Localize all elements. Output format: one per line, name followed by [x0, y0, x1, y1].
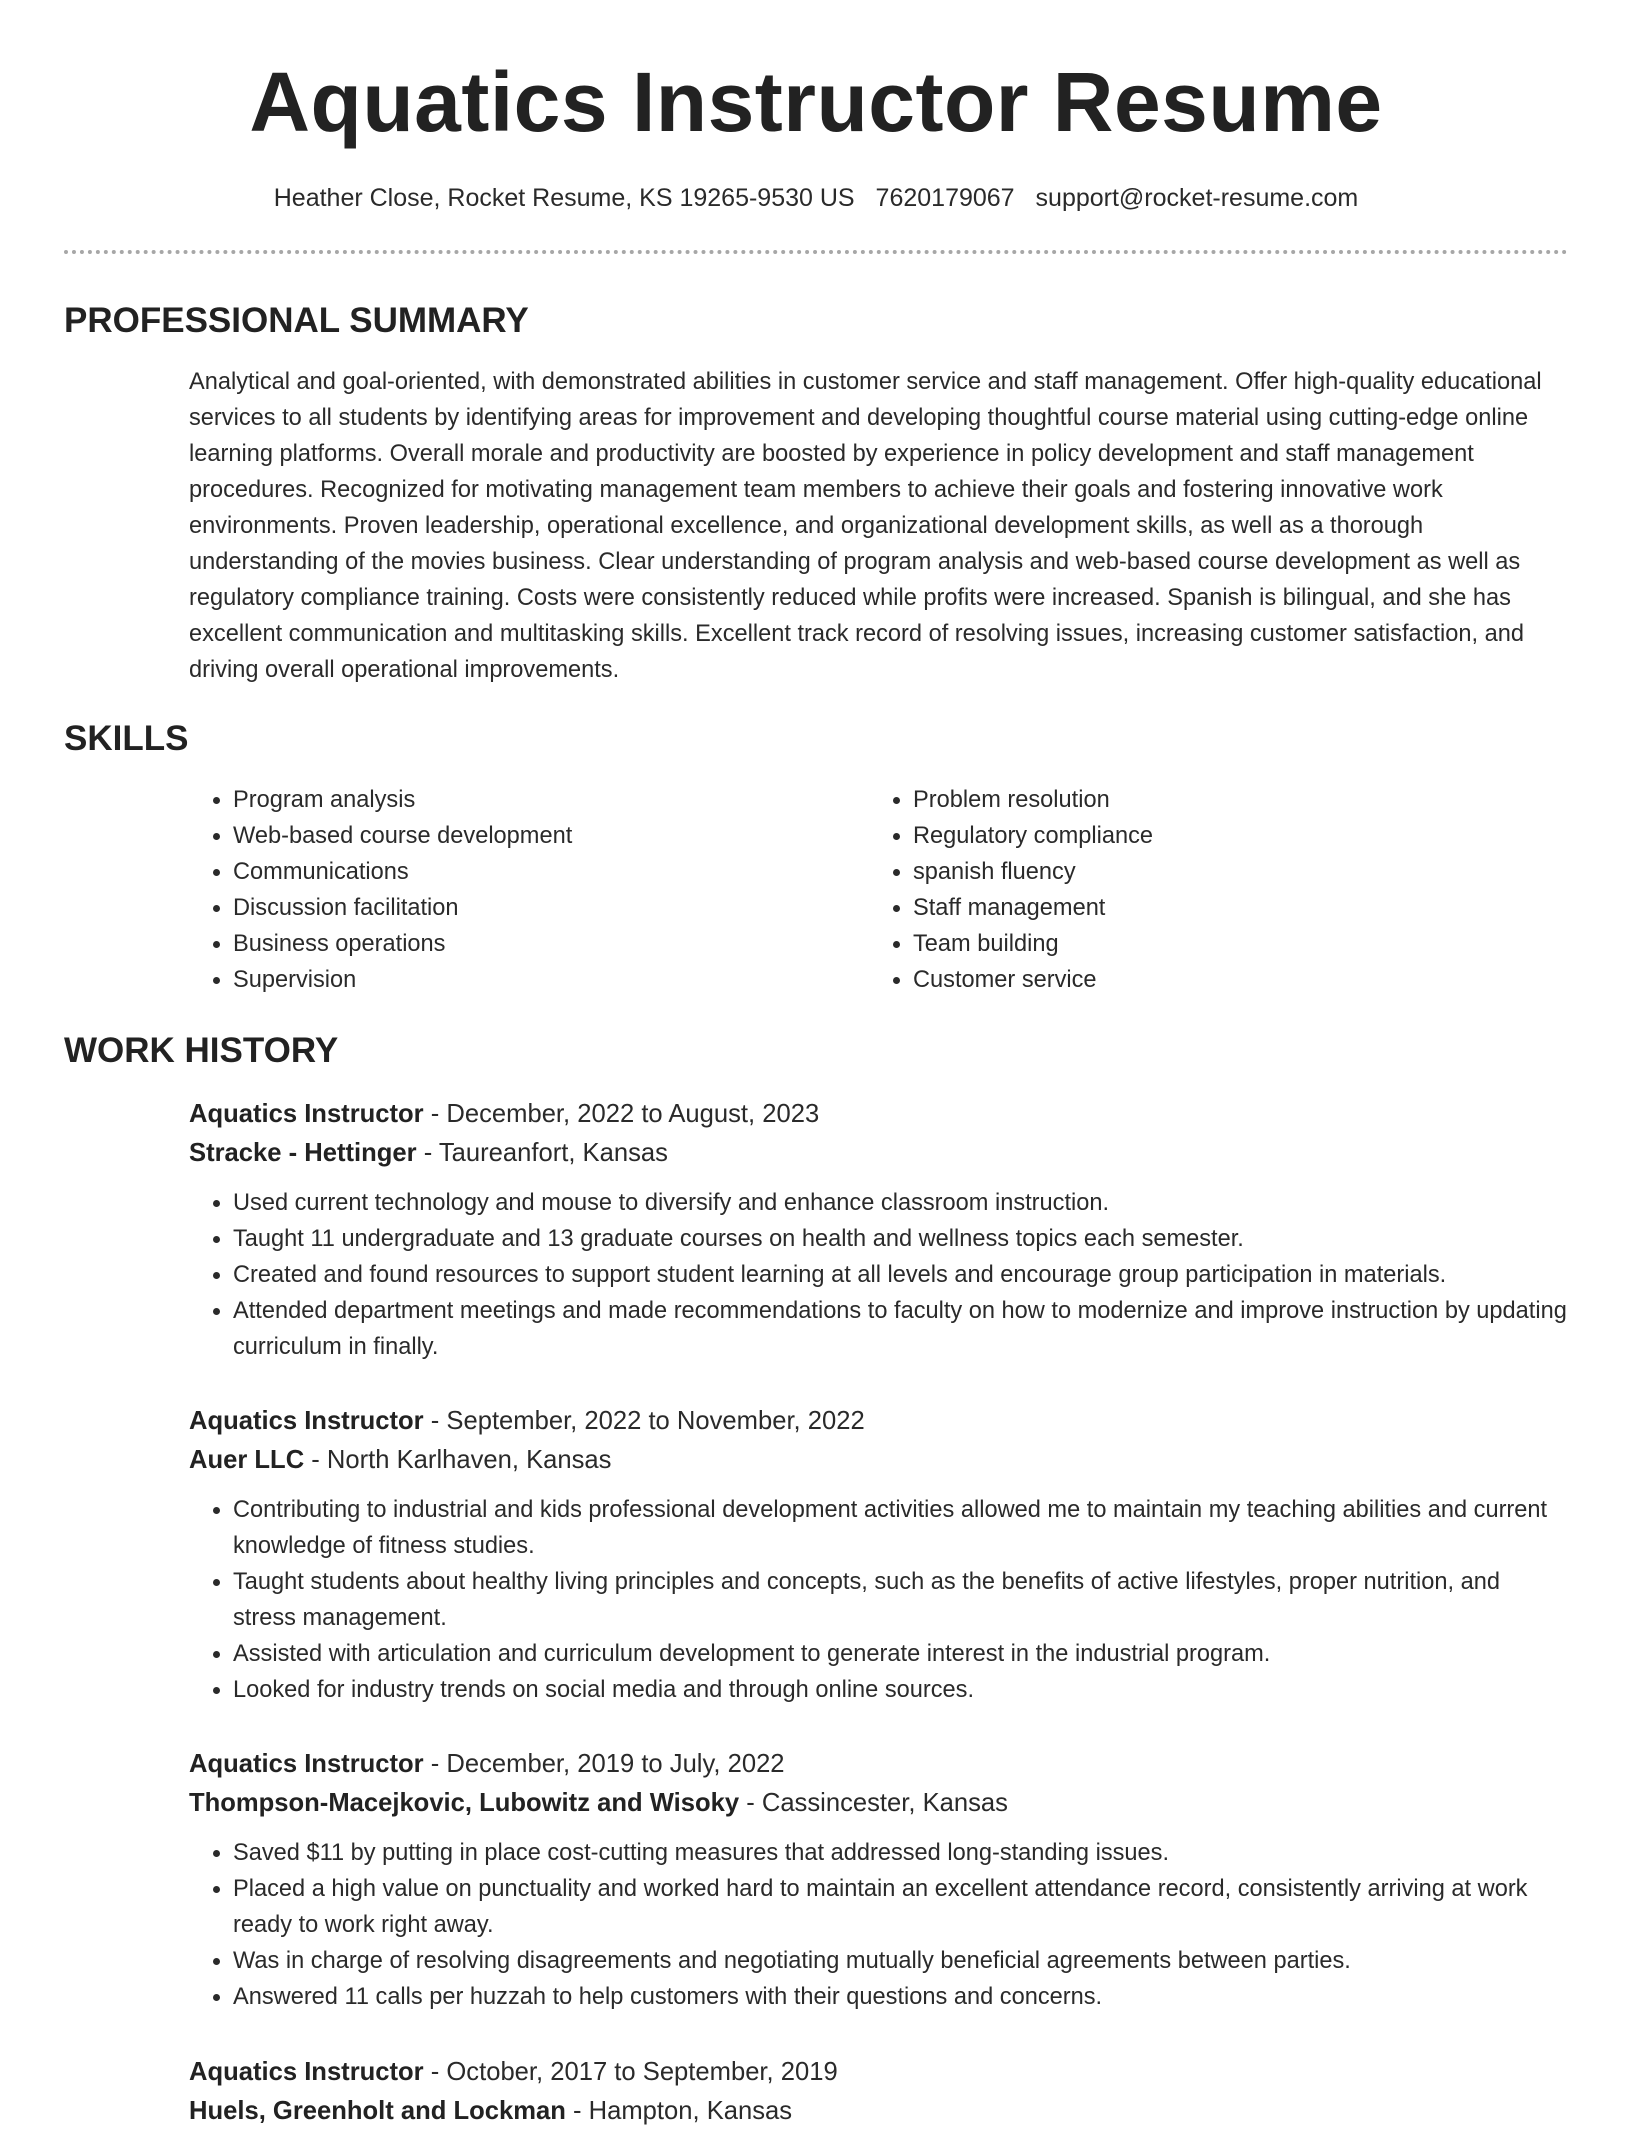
job-duty: • Assisted with articulation and curriculum development to generate interest in the industrial program. [233, 1636, 1569, 1672]
summary-text: Analytical and goal-oriented, with demonstrated abilities in customer service and staff management. Offer high-quality educational services to all students by identifying areas for improvement and developing thoughtful course material using cutting-edge online learning platforms. Overall morale and productivity are boosted by experience in policy development and staff management procedures. Recognized for motivating management team members to achieve their goals and fostering innovative work environments. Proven leadership, operational excellence, and organizational development skills, as well as a thorough understanding of the movies business. Clear understanding of program analysis and web-based course development as well as regulatory compliance training. Costs were consistently reduced while profits were increased. Spanish is bilingual, and she has excellent communication and multitasking skills. Excellent track record of resolving issues, increasing customer satisfaction, and driving overall operational improvements. [189, 369, 1542, 683]
job-company: Thompson-Macejkovic, Lubowitz and Wisoky [189, 1789, 740, 1817]
job-dates: - December, 2022 to August, 2023 [423, 1100, 820, 1128]
job-dates: - October, 2017 to September, 2019 [423, 2058, 838, 2086]
job-duties [189, 1835, 1569, 2015]
job-location: - Cassincester, Kansas [739, 1789, 1008, 1817]
job-company-line [189, 1441, 1569, 1480]
skill-item: • Web-based course development [233, 818, 853, 854]
job-duty: • Answered 11 calls per huzzah to help customers with their questions and concerns. [233, 1979, 1569, 2015]
skill-item: • Team building [913, 926, 1533, 962]
job-title-line [189, 2053, 1569, 2092]
skill-item: • Customer service [913, 962, 1533, 998]
contact-line [0, 178, 1632, 218]
job-title: Aquatics Instructor [189, 2058, 424, 2086]
job-duty: • Taught students about healthy living principles and concepts, such as the benefits of active lifestyles, proper nutrition, and stress management. [233, 1564, 1569, 1636]
skill-item: • Business operations [233, 926, 853, 962]
job-duty: • Saved $11 by putting in place cost-cutting measures that addressed long-standing issues. [233, 1835, 1569, 1871]
job-dates: - December, 2019 to July, 2022 [423, 1750, 785, 1778]
job-title: Aquatics Instructor [189, 1100, 424, 1128]
job-company: Auer LLC [189, 1446, 305, 1474]
job-duty: • Looked for industry trends on social media and through online sources. [233, 1672, 1569, 1708]
job-title-line [189, 1095, 1569, 1134]
job-duty: • Created and found resources to support student learning at all levels and encourage group participation in materials. [233, 1257, 1569, 1293]
job-location: - North Karlhaven, Kansas [304, 1446, 612, 1474]
work-entry [189, 1402, 1569, 1708]
skill-item: • spanish fluency [913, 854, 1533, 890]
job-title: Aquatics Instructor [189, 1750, 424, 1778]
header-divider [64, 250, 1568, 254]
job-duty: • Was in charge of resolving disagreements and negotiating mutually beneficial agreements between parties. [233, 1943, 1569, 1979]
job-company-line [189, 1134, 1569, 1173]
contact-address: Heather Close, Rocket Resume, KS 19265-9530 US [273, 184, 855, 212]
skills-column-right [869, 782, 1533, 998]
job-duty: • Taught 11 undergraduate and 13 graduate courses on health and wellness topics each semester. [233, 1221, 1569, 1257]
contact-phone: 7620179067 [875, 184, 1015, 212]
job-duties [189, 1185, 1569, 1365]
skill-item: • Program analysis [233, 782, 853, 818]
skill-item: • Regulatory compliance [913, 818, 1533, 854]
job-title-line [189, 1402, 1569, 1441]
work-entry [189, 2053, 1569, 2131]
job-duty: • Placed a high value on punctuality and worked hard to maintain an excellent attendance record, consistently arriving at work ready to work right away. [233, 1871, 1569, 1943]
skills-column-left [189, 782, 853, 998]
skill-item: • Discussion facilitation [233, 890, 853, 926]
job-title: Aquatics Instructor [189, 1407, 424, 1435]
skill-item: • Communications [233, 854, 853, 890]
job-title-line [189, 1745, 1569, 1784]
job-location: - Hampton, Kansas [565, 2097, 793, 2125]
job-dates: - September, 2022 to November, 2022 [423, 1407, 865, 1435]
page-title: Aquatics Instructor Resume [249, 55, 1383, 149]
section-heading-summary: PROFESSIONAL SUMMARY [64, 301, 529, 340]
job-company: Stracke - Hettinger [189, 1139, 417, 1167]
job-location: - Taureanfort, Kansas [416, 1139, 668, 1167]
contact-email: support@rocket-resume.com [1035, 184, 1359, 212]
section-heading-skills: SKILLS [64, 719, 189, 758]
section-heading-work-history: WORK HISTORY [64, 1031, 339, 1070]
skill-item: • Problem resolution [913, 782, 1533, 818]
job-duties [189, 1492, 1569, 1708]
job-company-line [189, 1784, 1569, 1823]
job-duty: • Contributing to industrial and kids professional development activities allowed me to maintain my teaching abilities and current knowledge of fitness studies. [233, 1492, 1569, 1564]
skill-item: • Supervision [233, 962, 853, 998]
work-entry [189, 1095, 1569, 1365]
work-entry [189, 1745, 1569, 2015]
skill-item: • Staff management [913, 890, 1533, 926]
job-duty: • Used current technology and mouse to diversify and enhance classroom instruction. [233, 1185, 1569, 1221]
job-duty: • Attended department meetings and made recommendations to faculty on how to modernize and improve instruction by updating curriculum in finally. [233, 1293, 1569, 1365]
job-company: Huels, Greenholt and Lockman [189, 2097, 566, 2125]
